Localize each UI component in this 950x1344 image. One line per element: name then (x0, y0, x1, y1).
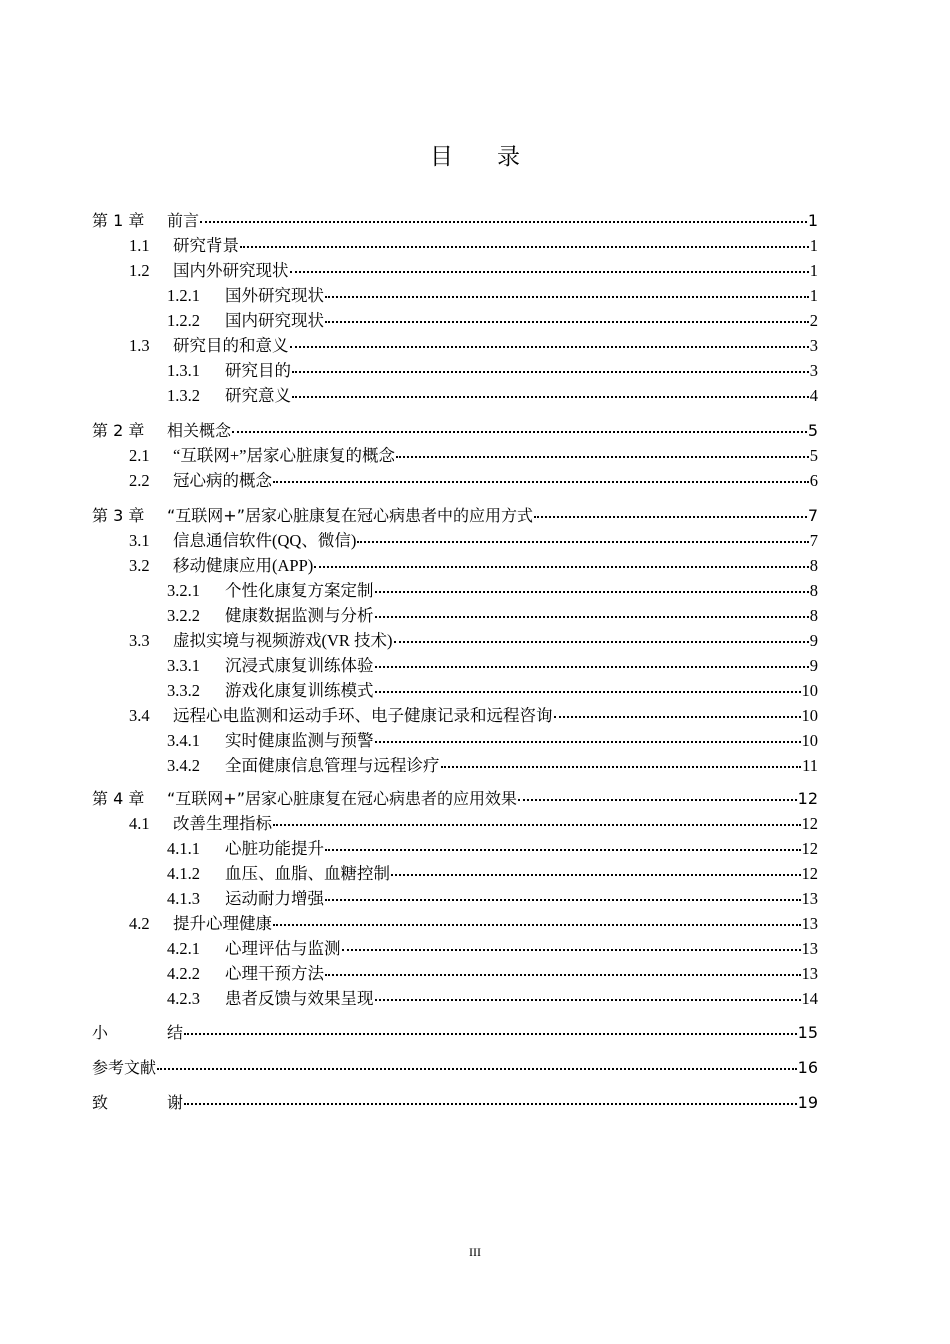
toc-entry-number: 2.1 (129, 446, 150, 465)
toc-entry-title: 国内外研究现状 (173, 261, 289, 280)
dot-leader (290, 346, 809, 348)
toc-entry[interactable] (92, 786, 818, 811)
toc-entry-title: 研究目的和意义 (173, 336, 289, 355)
dot-leader (325, 849, 801, 851)
dot-leader (273, 481, 809, 483)
dot-leader (375, 591, 809, 593)
toc-entry-page: 13 (801, 964, 818, 983)
toc-entry-number: 第 3 章 (92, 506, 145, 525)
toc-entry-number: 1.3.1 (167, 361, 200, 380)
toc-entry-page: 10 (801, 681, 818, 700)
dot-leader (375, 691, 801, 693)
toc-entry-page: 1 (809, 286, 818, 305)
toc-entry[interactable] (129, 468, 818, 493)
toc-entry-number: 致 (92, 1093, 109, 1112)
toc-entry-title: 前言 (167, 211, 200, 230)
toc-entry-number: 2.2 (129, 471, 150, 490)
toc-entry-title: 血压、血脂、血糖控制 (225, 864, 390, 883)
toc-entry-title: 信息通信软件(QQ、微信) (173, 531, 357, 550)
toc-entry-page: 6 (809, 471, 818, 490)
toc-entry-title: 运动耐力增强 (225, 889, 324, 908)
toc-entry-title: 提升心理健康 (173, 914, 272, 933)
dot-leader (273, 824, 801, 826)
toc-entry-page: 1 (809, 236, 818, 255)
dot-leader (375, 741, 801, 743)
toc-entry-page: 12 (801, 814, 818, 833)
toc-entry-title: 国外研究现状 (225, 286, 324, 305)
toc-entry-title: 谢 (167, 1093, 184, 1112)
toc-entry[interactable] (129, 628, 818, 653)
toc-entry-page: 12 (801, 864, 818, 883)
toc-entry-number: 4.2 (129, 914, 150, 933)
dot-leader (200, 221, 807, 223)
toc-entry-page: 3 (809, 336, 818, 355)
toc-entry-title: 个性化康复方案定制 (225, 581, 374, 600)
toc-entry[interactable] (167, 578, 818, 603)
toc-entry[interactable] (129, 443, 818, 468)
toc-entry[interactable] (129, 528, 818, 553)
toc-entry-title: 全面健康信息管理与远程诊疗 (225, 756, 440, 775)
toc-entry-number: 第 4 章 (92, 789, 145, 808)
toc-entry[interactable] (92, 418, 818, 443)
toc-entry-number: 4.2.3 (167, 989, 200, 1008)
toc-entry[interactable] (167, 283, 818, 308)
toc-entry-title: 相关概念 (167, 421, 232, 440)
toc-entry[interactable] (129, 233, 818, 258)
toc-entry-title: 健康数据监测与分析 (225, 606, 374, 625)
toc-entry-number: 3.4.2 (167, 756, 200, 775)
dot-leader (232, 431, 807, 433)
toc-entry-title: 研究意义 (225, 386, 291, 405)
toc-entry-number: 小 (92, 1023, 109, 1042)
dot-leader (534, 516, 807, 518)
toc-entry-page: 19 (797, 1093, 818, 1112)
toc-entry-title: 实时健康监测与预警 (225, 731, 374, 750)
toc-entry[interactable] (92, 503, 818, 528)
toc-entry-number: 3.4 (129, 706, 150, 725)
toc-entry[interactable] (167, 728, 818, 753)
toc-entry-number: 1.3.2 (167, 386, 200, 405)
toc-entry[interactable] (92, 208, 818, 233)
toc-entry-title: 研究目的 (225, 361, 291, 380)
toc-entry[interactable] (167, 886, 818, 911)
toc-entry[interactable] (167, 653, 818, 678)
dot-leader (290, 271, 809, 273)
toc-entry[interactable] (129, 811, 818, 836)
toc-entry-number: 4.2.2 (167, 964, 200, 983)
toc-entry-number: 3.3.2 (167, 681, 200, 700)
toc-entry-page: 9 (809, 631, 818, 650)
toc-entry-number: 参考文献 (92, 1058, 157, 1077)
toc-entry-page: 5 (807, 421, 818, 440)
toc-entry-page: 11 (802, 756, 818, 775)
toc-entry-page: 4 (809, 386, 818, 405)
toc-entry-title: 患者反馈与效果呈现 (225, 989, 374, 1008)
title-char-2: 录 (497, 144, 520, 170)
toc-entry-title: “互联网+”居家心脏康复在冠心病患者中的应用方式 (167, 506, 533, 525)
dot-leader (292, 396, 809, 398)
dot-leader (292, 371, 809, 373)
toc-entry-number: 3.4.1 (167, 731, 200, 750)
toc-entry-page: 13 (801, 914, 818, 933)
toc-entry-title: 游戏化康复训练模式 (225, 681, 374, 700)
toc-entry-page: 2 (809, 311, 818, 330)
toc-entry-number: 1.2.2 (167, 311, 200, 330)
toc-entry-number: 3.2.1 (167, 581, 200, 600)
toc-entry-number: 4.1.1 (167, 839, 200, 858)
dot-leader (157, 1068, 797, 1070)
toc-entry-number: 3.2.2 (167, 606, 200, 625)
toc-entry[interactable] (167, 753, 818, 778)
toc-entry[interactable] (167, 603, 818, 628)
toc-entry-page: 5 (809, 446, 818, 465)
dot-leader (391, 874, 801, 876)
dot-leader (375, 999, 801, 1001)
toc-entry-number: 第 2 章 (92, 421, 145, 440)
toc-entry[interactable] (167, 383, 818, 408)
dot-leader (325, 974, 801, 976)
dot-leader (240, 246, 809, 248)
toc-entry[interactable] (129, 703, 818, 728)
toc-entry-number: 3.3.1 (167, 656, 200, 675)
toc-entry-page: 12 (801, 839, 818, 858)
toc-entry-title: 心理干预方法 (225, 964, 324, 983)
toc-entry-page: 8 (809, 581, 818, 600)
dot-leader (375, 616, 809, 618)
toc-entry[interactable] (92, 1055, 818, 1080)
dot-leader (394, 641, 809, 643)
toc-entry-title: 改善生理指标 (173, 814, 272, 833)
toc-entry-page: 3 (809, 361, 818, 380)
toc-entry-number: 3.3 (129, 631, 150, 650)
toc-entry-page: 13 (801, 889, 818, 908)
toc-entry-page: 15 (797, 1023, 818, 1042)
toc-entry[interactable] (167, 308, 818, 333)
toc-entry-number: 4.1.3 (167, 889, 200, 908)
toc-entry-title: 心理评估与监测 (225, 939, 341, 958)
toc-entry-page: 8 (809, 556, 818, 575)
toc-entry[interactable] (167, 358, 818, 383)
dot-leader (375, 666, 809, 668)
dot-leader (184, 1103, 797, 1105)
toc-entry[interactable] (129, 333, 818, 358)
toc-entry-number: 1.1 (129, 236, 150, 255)
dot-leader (342, 949, 801, 951)
toc-entry-title: 冠心病的概念 (173, 471, 272, 490)
toc-entry[interactable] (129, 553, 818, 578)
toc-entry[interactable] (167, 678, 818, 703)
toc-entry-page: 12 (797, 789, 818, 808)
dot-leader (441, 766, 802, 768)
dot-leader (518, 799, 797, 801)
toc-entry-number: 3.1 (129, 531, 150, 550)
dot-leader (325, 296, 809, 298)
toc-entry-number: 1.2 (129, 261, 150, 280)
toc-entry-number: 1.3 (129, 336, 150, 355)
toc-entry-page: 14 (801, 989, 818, 1008)
toc-entry[interactable] (129, 911, 818, 936)
dot-leader (273, 924, 801, 926)
toc-entry-number: 4.1 (129, 814, 150, 833)
toc-entry-title: 研究背景 (173, 236, 239, 255)
toc-entry-page: 16 (797, 1058, 818, 1077)
dot-leader (396, 456, 809, 458)
toc-entry-title: 远程心电监测和运动手环、电子健康记录和远程咨询 (173, 706, 553, 725)
toc-entry-title: 结 (167, 1023, 184, 1042)
toc-entry[interactable] (167, 861, 818, 886)
toc-entry[interactable] (129, 258, 818, 283)
toc-entry-title: 国内研究现状 (225, 311, 324, 330)
toc-entry[interactable] (92, 1090, 818, 1115)
toc-entry-page: 8 (809, 606, 818, 625)
page-title (0, 138, 950, 171)
toc-entry-title: “互联网+”居家心脏康复在冠心病患者的应用效果 (167, 789, 517, 808)
toc-entry-page: 7 (807, 506, 818, 525)
toc-entry-page: 1 (809, 261, 818, 280)
toc-entry-number: 4.1.2 (167, 864, 200, 883)
page-number-footer: III (469, 1245, 481, 1259)
toc-entry-title: 心脏功能提升 (225, 839, 324, 858)
title-char-1: 目 (430, 144, 453, 170)
toc-entry-title: 沉浸式康复训练体验 (225, 656, 374, 675)
toc-entry[interactable] (167, 936, 818, 961)
toc-entry[interactable] (167, 836, 818, 861)
toc-entry-number: 1.2.1 (167, 286, 200, 305)
toc-entry-page: 10 (801, 731, 818, 750)
toc-entry[interactable] (167, 986, 818, 1011)
toc-entry-page: 10 (801, 706, 818, 725)
toc-entry[interactable] (92, 1020, 818, 1045)
toc-entry[interactable] (167, 961, 818, 986)
toc-entry-page: 1 (807, 211, 818, 230)
dot-leader (184, 1033, 797, 1035)
dot-leader (325, 899, 801, 901)
dot-leader (554, 716, 801, 718)
toc-entry-page: 7 (809, 531, 818, 550)
toc-entry-number: 第 1 章 (92, 211, 145, 230)
toc-entry-title: “互联网+”居家心脏康复的概念 (173, 446, 395, 465)
toc-entry-title: 移动健康应用(APP) (173, 556, 314, 575)
toc-entry-page: 9 (809, 656, 818, 675)
dot-leader (314, 566, 808, 568)
dot-leader (325, 321, 809, 323)
toc-entry-page: 13 (801, 939, 818, 958)
toc-entry-title: 虚拟实境与视频游戏(VR 技术) (173, 631, 393, 650)
toc-entry-number: 3.2 (129, 556, 150, 575)
dot-leader (357, 541, 808, 543)
toc-entry-number: 4.2.1 (167, 939, 200, 958)
